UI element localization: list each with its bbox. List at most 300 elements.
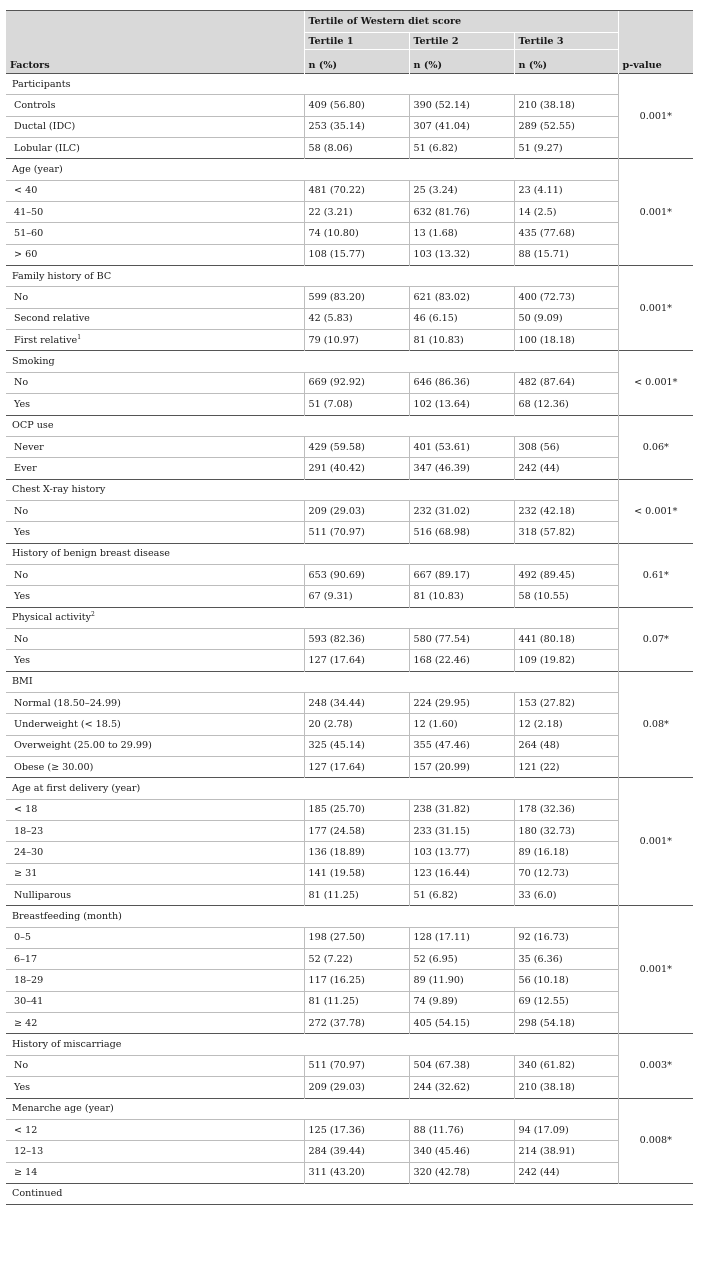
value-cell-tertile-3: 33 (6.0) (514, 885, 618, 906)
value-cell-tertile-3: 210 (38.18) (514, 95, 618, 116)
value-cell-tertile-1: 74 (10.80) (304, 223, 409, 244)
group-title (6, 351, 618, 372)
value-cell-tertile-3: 318 (57.82) (514, 522, 618, 543)
value-cell-tertile-3: 298 (54.18) (514, 1013, 618, 1034)
value-cell-tertile-3: 153 (27.82) (514, 692, 618, 713)
p-value-cell: 0.001* (618, 906, 693, 1034)
value-cell-tertile-1: 311 (43.20) (304, 1162, 409, 1183)
value-cell-tertile-2: 51 (6.82) (409, 138, 514, 159)
value-cell-tertile-2: 52 (6.95) (409, 949, 514, 970)
continued-note: Continued (6, 1183, 693, 1204)
group-title-text: Smoking (12, 356, 55, 368)
table-row (6, 1055, 693, 1076)
group-title-row (6, 671, 693, 692)
row-label (6, 885, 304, 906)
group-title-text: BMI (12, 676, 33, 688)
value-cell-tertile-2: 123 (16.44) (409, 863, 514, 884)
table-row (6, 1013, 693, 1034)
value-cell-tertile-1: 58 (8.06) (304, 138, 409, 159)
table-row (6, 223, 693, 244)
table-row (6, 735, 693, 756)
value-cell-tertile-2: 238 (31.82) (409, 799, 514, 820)
value-cell-tertile-2: 320 (42.78) (409, 1162, 514, 1183)
group-title-row (6, 74, 693, 95)
group-title-row (6, 906, 693, 927)
value-cell-tertile-2: 621 (83.02) (409, 287, 514, 308)
table-row (6, 885, 693, 906)
row-label-text: 51–60 (14, 228, 44, 240)
value-cell-tertile-2: 13 (1.68) (409, 223, 514, 244)
value-cell-tertile-3: 441 (80.18) (514, 628, 618, 649)
value-cell-tertile-1: 481 (70.22) (304, 180, 409, 201)
value-cell-tertile-2: 646 (86.36) (409, 372, 514, 393)
row-label (6, 1077, 304, 1098)
value-cell-tertile-1: 272 (37.78) (304, 1013, 409, 1034)
table-container (6, 10, 693, 1205)
group-title (6, 74, 618, 95)
group-title (6, 1098, 618, 1119)
value-cell-tertile-1: 136 (18.89) (304, 842, 409, 863)
value-cell-tertile-1: 108 (15.77) (304, 244, 409, 265)
row-label (6, 970, 304, 991)
value-cell-tertile-1: 325 (45.14) (304, 735, 409, 756)
row-label (6, 1119, 304, 1140)
row-label (6, 650, 304, 671)
value-cell-tertile-2: 88 (11.76) (409, 1119, 514, 1140)
row-label-text: Yes (14, 526, 31, 538)
value-cell-tertile-2: 128 (17.11) (409, 927, 514, 948)
table-row (6, 650, 693, 671)
value-cell-tertile-3: 14 (2.5) (514, 202, 618, 223)
value-cell-tertile-2: 81 (10.83) (409, 330, 514, 351)
value-cell-tertile-1: 429 (59.58) (304, 436, 409, 457)
group-title-text: Participants (12, 78, 71, 90)
table-row (6, 1077, 693, 1098)
table-row (6, 180, 693, 201)
unit-header-3: n (%) (514, 50, 618, 74)
value-cell-tertile-2: 157 (20.99) (409, 757, 514, 778)
value-cell-tertile-1: 81 (11.25) (304, 885, 409, 906)
value-cell-tertile-2: 224 (29.95) (409, 692, 514, 713)
group-title-text: Age (year) (12, 164, 63, 176)
table-row (6, 927, 693, 948)
row-label (6, 116, 304, 137)
value-cell-tertile-1: 291 (40.42) (304, 458, 409, 479)
value-cell-tertile-3: 68 (12.36) (514, 394, 618, 415)
value-cell-tertile-1: 51 (7.08) (304, 394, 409, 415)
group-title-row (6, 479, 693, 500)
value-cell-tertile-2: 504 (67.38) (409, 1055, 514, 1076)
row-label (6, 991, 304, 1012)
row-label-text: < 18 (14, 804, 38, 816)
value-cell-tertile-2: 102 (13.64) (409, 394, 514, 415)
value-cell-tertile-2: 401 (53.61) (409, 436, 514, 457)
row-label (6, 799, 304, 820)
row-label-text: > 60 (14, 249, 38, 261)
row-label (6, 692, 304, 713)
group-title-text: Menarche age (year) (12, 1103, 114, 1115)
value-cell-tertile-1: 599 (83.20) (304, 287, 409, 308)
table-row (6, 842, 693, 863)
value-cell-tertile-1: 117 (16.25) (304, 970, 409, 991)
group-title (6, 415, 618, 436)
p-value-cell: < 0.001* (618, 351, 693, 415)
value-cell-tertile-3: 23 (4.11) (514, 180, 618, 201)
table-row (6, 500, 693, 521)
row-label (6, 714, 304, 735)
p-value-cell: < 0.001* (618, 479, 693, 543)
value-cell-tertile-2: 12 (1.60) (409, 714, 514, 735)
group-title (6, 266, 618, 287)
value-cell-tertile-2: 51 (6.82) (409, 885, 514, 906)
value-cell-tertile-1: 511 (70.97) (304, 522, 409, 543)
value-cell-tertile-3: 92 (16.73) (514, 927, 618, 948)
table-row (6, 138, 693, 159)
value-cell-tertile-3: 242 (44) (514, 458, 618, 479)
value-cell-tertile-2: 340 (45.46) (409, 1141, 514, 1162)
table-row (6, 287, 693, 308)
table-row (6, 1119, 693, 1140)
table-row (6, 458, 693, 479)
row-label (6, 1141, 304, 1162)
value-cell-tertile-1: 141 (19.58) (304, 863, 409, 884)
table-row (6, 949, 693, 970)
value-cell-tertile-1: 209 (29.03) (304, 1077, 409, 1098)
group-title-row (6, 351, 693, 372)
row-label (6, 372, 304, 393)
row-label (6, 628, 304, 649)
p-value-cell: 0.008* (618, 1098, 693, 1183)
row-label (6, 244, 304, 265)
value-cell-tertile-1: 67 (9.31) (304, 586, 409, 607)
unit-header-2: n (%) (409, 50, 514, 74)
value-cell-tertile-2: 25 (3.24) (409, 180, 514, 201)
table-row (6, 522, 693, 543)
value-cell-tertile-3: 308 (56) (514, 436, 618, 457)
value-cell-tertile-3: 340 (61.82) (514, 1055, 618, 1076)
table-row (6, 244, 693, 265)
table-row (6, 863, 693, 884)
row-label-text: Second relative (14, 313, 90, 325)
p-value-cell: 0.001* (618, 74, 693, 159)
footnote-marker: 1 (77, 333, 82, 341)
row-label-text: No (14, 505, 29, 517)
value-cell-tertile-1: 593 (82.36) (304, 628, 409, 649)
value-cell-tertile-1: 209 (29.03) (304, 500, 409, 521)
value-cell-tertile-2: 390 (52.14) (409, 95, 514, 116)
table-row (6, 586, 693, 607)
value-cell-tertile-3: 70 (12.73) (514, 863, 618, 884)
table-row (6, 330, 693, 351)
row-label-text: Never (14, 441, 44, 453)
group-title-row (6, 1098, 693, 1119)
row-label-text: ≥ 14 (14, 1167, 38, 1179)
value-cell-tertile-3: 109 (19.82) (514, 650, 618, 671)
row-label-text: Controls (14, 100, 56, 112)
group-title-row (6, 159, 693, 180)
value-cell-tertile-1: 198 (27.50) (304, 927, 409, 948)
p-value-cell: 0.07* (618, 607, 693, 671)
row-label-text: 12–13 (14, 1145, 44, 1157)
group-title-text: History of benign breast disease (12, 548, 170, 560)
group-title (6, 479, 618, 500)
p-value-cell: 0.06* (618, 415, 693, 479)
group-title (6, 906, 618, 927)
row-label (6, 95, 304, 116)
p-value-cell: 0.08* (618, 671, 693, 778)
table-row (6, 799, 693, 820)
row-label-text: Nulliparous (14, 889, 72, 901)
value-cell-tertile-3: 56 (10.18) (514, 970, 618, 991)
row-label-text: 24–30 (14, 847, 44, 859)
table-row (6, 991, 693, 1012)
value-cell-tertile-1: 81 (11.25) (304, 991, 409, 1012)
value-cell-tertile-1: 52 (7.22) (304, 949, 409, 970)
p-value-cell: 0.001* (618, 159, 693, 266)
value-cell-tertile-2: 89 (11.90) (409, 970, 514, 991)
value-cell-tertile-2: 103 (13.77) (409, 842, 514, 863)
value-cell-tertile-2: 355 (47.46) (409, 735, 514, 756)
value-cell-tertile-2: 516 (68.98) (409, 522, 514, 543)
value-cell-tertile-1: 185 (25.70) (304, 799, 409, 820)
table-row (6, 821, 693, 842)
group-title-row (6, 266, 693, 287)
value-cell-tertile-1: 248 (34.44) (304, 692, 409, 713)
group-title (6, 671, 618, 692)
value-cell-tertile-3: 210 (38.18) (514, 1077, 618, 1098)
row-label-text: < 40 (14, 185, 38, 197)
row-label-text: No (14, 292, 29, 304)
row-label (6, 1055, 304, 1076)
row-label-text: No (14, 1060, 29, 1072)
row-label (6, 1162, 304, 1183)
group-title (6, 159, 618, 180)
value-cell-tertile-1: 284 (39.44) (304, 1141, 409, 1162)
row-label (6, 757, 304, 778)
p-value-cell: 0.001* (618, 266, 693, 351)
value-cell-tertile-2: 168 (22.46) (409, 650, 514, 671)
value-cell-tertile-3: 214 (38.91) (514, 1141, 618, 1162)
table-row (6, 970, 693, 991)
group-title-text: History of miscarriage (12, 1039, 122, 1051)
table-row (6, 95, 693, 116)
row-label-text: 18–23 (14, 825, 44, 837)
group-title-text: Age at first delivery (year) (12, 783, 141, 795)
value-cell-tertile-1: 669 (92.92) (304, 372, 409, 393)
tertile-3-header: Tertile 3 (514, 33, 618, 50)
row-label-text: Yes (14, 590, 31, 602)
value-cell-tertile-3: 242 (44) (514, 1162, 618, 1183)
row-label-text: 41–50 (14, 206, 44, 218)
p-value-cell: 0.003* (618, 1034, 693, 1098)
row-label (6, 564, 304, 585)
table-row (6, 372, 693, 393)
row-label-text: Underweight (< 18.5) (14, 718, 121, 730)
value-cell-tertile-1: 127 (17.64) (304, 650, 409, 671)
row-label-text: Obese (≥ 30.00) (14, 761, 94, 773)
unit-header-1: n (%) (304, 50, 409, 74)
value-cell-tertile-1: 125 (17.36) (304, 1119, 409, 1140)
table-row (6, 628, 693, 649)
row-label (6, 330, 304, 351)
value-cell-tertile-3: 89 (16.18) (514, 842, 618, 863)
value-cell-tertile-2: 307 (41.04) (409, 116, 514, 137)
row-label-text: Normal (18.50–24.99) (14, 697, 121, 709)
value-cell-tertile-3: 482 (87.64) (514, 372, 618, 393)
value-cell-tertile-1: 42 (5.83) (304, 308, 409, 329)
value-cell-tertile-3: 12 (2.18) (514, 714, 618, 735)
value-cell-tertile-3: 88 (15.71) (514, 244, 618, 265)
value-cell-tertile-3: 51 (9.27) (514, 138, 618, 159)
row-label (6, 308, 304, 329)
table-row (6, 1162, 693, 1183)
row-label-text: 18–29 (14, 975, 44, 987)
row-label-text: Yes (14, 1081, 31, 1093)
group-title-text: Family history of BC (12, 270, 112, 282)
value-cell-tertile-2: 81 (10.83) (409, 586, 514, 607)
row-label-text: No (14, 633, 29, 645)
table-header (6, 10, 693, 74)
value-cell-tertile-3: 180 (32.73) (514, 821, 618, 842)
table-row (6, 394, 693, 415)
row-label-text: 0–5 (14, 932, 32, 944)
group-title-row (6, 607, 693, 628)
row-label-text: First relative (14, 334, 78, 346)
row-label (6, 586, 304, 607)
row-label-text: ≥ 42 (14, 1017, 38, 1029)
value-cell-tertile-1: 653 (90.69) (304, 564, 409, 585)
value-cell-tertile-1: 511 (70.97) (304, 1055, 409, 1076)
row-label (6, 223, 304, 244)
p-value-cell: 0.001* (618, 778, 693, 906)
value-cell-tertile-3: 94 (17.09) (514, 1119, 618, 1140)
table-row (6, 116, 693, 137)
table-row (6, 757, 693, 778)
value-cell-tertile-3: 100 (18.18) (514, 330, 618, 351)
tertile-2-header: Tertile 2 (409, 33, 514, 50)
table-row (6, 308, 693, 329)
group-title (6, 1034, 618, 1055)
row-label-text: No (14, 569, 29, 581)
value-cell-tertile-2: 232 (31.02) (409, 500, 514, 521)
row-label (6, 138, 304, 159)
group-title-row (6, 543, 693, 564)
group-title-text: Physical activity (12, 612, 92, 624)
value-cell-tertile-3: 264 (48) (514, 735, 618, 756)
table-row (6, 564, 693, 585)
row-label-text: Lobular (ILC) (14, 142, 80, 154)
group-title (6, 543, 618, 564)
row-label (6, 500, 304, 521)
row-label (6, 436, 304, 457)
value-cell-tertile-1: 177 (24.58) (304, 821, 409, 842)
value-cell-tertile-3: 492 (89.45) (514, 564, 618, 585)
table-body (6, 74, 693, 1184)
group-title-row (6, 415, 693, 436)
group-title (6, 778, 618, 799)
value-cell-tertile-3: 50 (9.09) (514, 308, 618, 329)
value-cell-tertile-1: 22 (3.21) (304, 202, 409, 223)
row-label (6, 949, 304, 970)
western-diet-table (6, 10, 693, 1205)
value-cell-tertile-2: 347 (46.39) (409, 458, 514, 479)
tertile-1-header: Tertile 1 (304, 33, 409, 50)
top-rule (6, 10, 693, 11)
value-cell-tertile-3: 232 (42.18) (514, 500, 618, 521)
tertile-group-header: Tertile of Western diet score (304, 10, 618, 33)
value-cell-tertile-3: 178 (32.36) (514, 799, 618, 820)
row-label-text: 30–41 (14, 996, 44, 1008)
row-label (6, 287, 304, 308)
value-cell-tertile-2: 244 (32.62) (409, 1077, 514, 1098)
value-cell-tertile-2: 46 (6.15) (409, 308, 514, 329)
value-cell-tertile-3: 58 (10.55) (514, 586, 618, 607)
table-row (6, 692, 693, 713)
value-cell-tertile-1: 20 (2.78) (304, 714, 409, 735)
table-row (6, 436, 693, 457)
value-cell-tertile-1: 127 (17.64) (304, 757, 409, 778)
row-label (6, 394, 304, 415)
row-label-text: Yes (14, 654, 31, 666)
value-cell-tertile-2: 103 (13.32) (409, 244, 514, 265)
value-cell-tertile-2: 74 (9.89) (409, 991, 514, 1012)
row-label (6, 927, 304, 948)
row-label-text: Yes (14, 398, 31, 410)
value-cell-tertile-1: 409 (56.80) (304, 95, 409, 116)
row-label-text: 6–17 (14, 953, 38, 965)
group-title-text: Breastfeeding (month) (12, 911, 122, 923)
footnote-marker: 2 (91, 611, 95, 619)
row-label (6, 1013, 304, 1034)
group-title-row (6, 1034, 693, 1055)
row-label (6, 821, 304, 842)
row-label-text: < 12 (14, 1124, 38, 1136)
value-cell-tertile-1: 253 (35.14) (304, 116, 409, 137)
value-cell-tertile-3: 400 (72.73) (514, 287, 618, 308)
row-label-text: No (14, 377, 29, 389)
value-cell-tertile-2: 667 (89.17) (409, 564, 514, 585)
p-value-cell: 0.61* (618, 543, 693, 607)
value-cell-tertile-3: 289 (52.55) (514, 116, 618, 137)
value-cell-tertile-2: 405 (54.15) (409, 1013, 514, 1034)
row-label (6, 180, 304, 201)
pvalue-header: p-value (618, 10, 693, 74)
value-cell-tertile-3: 69 (12.55) (514, 991, 618, 1012)
value-cell-tertile-3: 35 (6.36) (514, 949, 618, 970)
group-title-row (6, 778, 693, 799)
table-row (6, 714, 693, 735)
factors-header: Factors (6, 10, 304, 74)
value-cell-tertile-1: 79 (10.97) (304, 330, 409, 351)
row-label (6, 863, 304, 884)
group-title-text: OCP use (12, 420, 54, 432)
row-label-text: Ductal (IDC) (14, 121, 76, 133)
table-row (6, 202, 693, 223)
value-cell-tertile-2: 233 (31.15) (409, 821, 514, 842)
value-cell-tertile-2: 580 (77.54) (409, 628, 514, 649)
value-cell-tertile-3: 435 (77.68) (514, 223, 618, 244)
value-cell-tertile-3: 121 (22) (514, 757, 618, 778)
row-label-text: Overweight (25.00 to 29.99) (14, 740, 152, 752)
row-label-text: ≥ 31 (14, 868, 38, 880)
table-row (6, 1141, 693, 1162)
value-cell-tertile-2: 632 (81.76) (409, 202, 514, 223)
row-label (6, 735, 304, 756)
group-title-text: Chest X-ray history (12, 484, 106, 496)
group-title (6, 607, 618, 628)
row-label (6, 202, 304, 223)
row-label (6, 842, 304, 863)
